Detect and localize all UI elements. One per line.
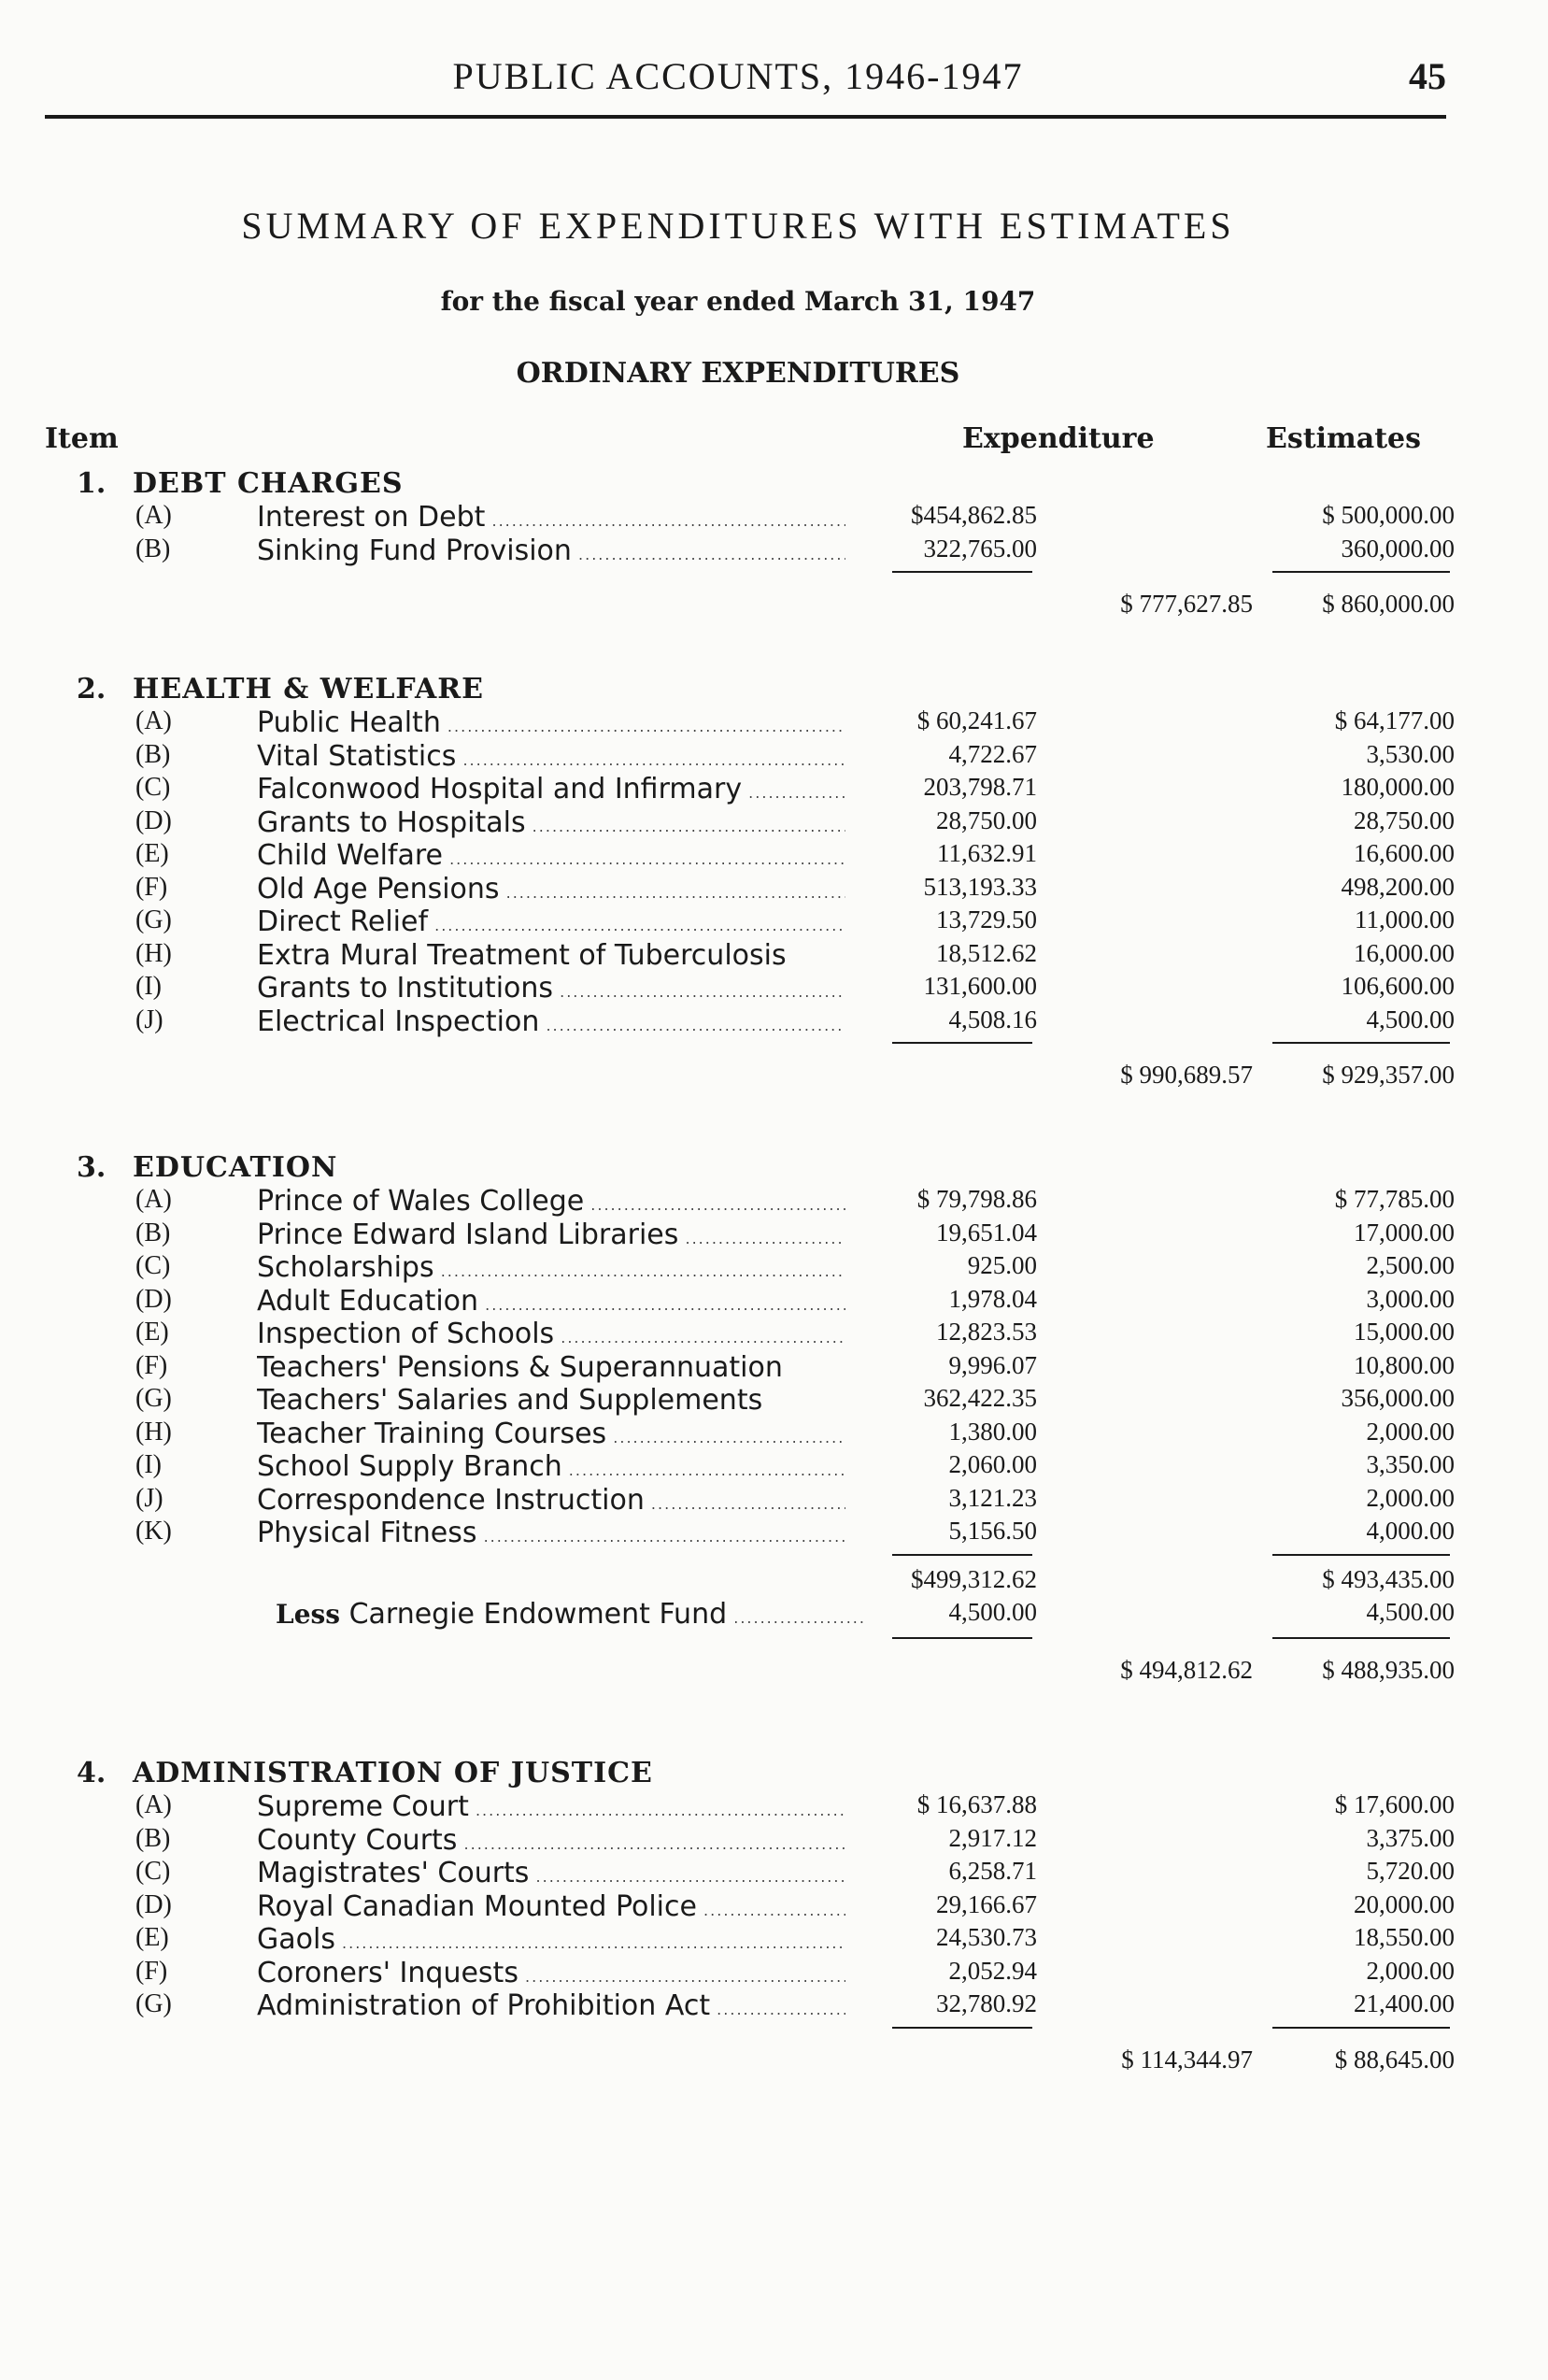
table-row — [0, 1418, 1548, 1450]
expenditure-value: 4,508.16 — [948, 1005, 1037, 1033]
row-letter: (A) — [135, 501, 172, 530]
estimate-value: 180,000.00 — [1341, 773, 1455, 801]
page-number: 45 — [1409, 55, 1446, 97]
table-row — [0, 1923, 1548, 1956]
table-row — [0, 1890, 1548, 1923]
row-label: Inspection of Schools ..... — [257, 1318, 845, 1350]
table-row — [0, 1219, 1548, 1251]
estimate-value: 15,000.00 — [1354, 1318, 1455, 1346]
row-letter: (B) — [135, 739, 171, 769]
row-label: Interest on Debt ..... — [257, 501, 845, 534]
expenditure-value: 1,380.00 — [948, 1417, 1037, 1446]
column-rule — [892, 1042, 1032, 1044]
expenditure-value: 2,052.94 — [948, 1956, 1037, 1985]
expenditure-value: 28,750.00 — [936, 805, 1037, 834]
estimate-value: 498,200.00 — [1341, 872, 1455, 901]
row-label: Grants to Hospitals ..... — [257, 806, 845, 839]
row-letter: (A) — [135, 1790, 172, 1819]
group-total-estimate: $ 929,357.00 — [1322, 1061, 1455, 1089]
row-letter: (B) — [135, 1823, 171, 1853]
subtitle: for the fiscal year ended March 31, 1947 — [440, 286, 1036, 317]
column-header-estimates: Estimates — [1266, 422, 1422, 455]
row-label: Public Health ..... — [257, 706, 845, 739]
estimate-value: 4,000.00 — [1366, 1517, 1455, 1545]
group-total-expenditure: $ 494,812.62 — [1120, 1655, 1253, 1684]
table-row — [0, 1285, 1548, 1318]
subtotal-expenditure: $499,312.62 — [911, 1564, 1037, 1593]
group-name: DEBT CHARGES — [133, 467, 404, 500]
estimate-value: 360,000.00 — [1341, 534, 1455, 563]
expenditure-value: 3,121.23 — [948, 1483, 1037, 1512]
row-label: Vital Statistics ..... — [257, 740, 845, 773]
row-letter: (B) — [135, 534, 171, 563]
group-total-expenditure: $ 777,627.85 — [1120, 590, 1253, 618]
group-name: HEALTH & WELFARE — [133, 673, 485, 705]
expenditure-value: 6,258.71 — [948, 1857, 1037, 1885]
row-letter: (C) — [135, 1857, 171, 1886]
column-header-expenditure: Expenditure — [962, 422, 1155, 455]
group-total-estimate: $ 488,935.00 — [1322, 1655, 1455, 1684]
row-label: Royal Canadian Mounted Police ..... — [257, 1890, 845, 1923]
group-number: 1. — [77, 467, 107, 500]
expenditure-value: 2,917.12 — [948, 1823, 1037, 1852]
table-row — [0, 839, 1548, 872]
estimate-value: $ 77,785.00 — [1334, 1185, 1455, 1213]
less-label — [276, 1598, 866, 1631]
table-row — [0, 1989, 1548, 2022]
row-label: Electrical Inspection ..... — [257, 1005, 845, 1038]
column-rule — [892, 2027, 1032, 2029]
estimate-value: 3,375.00 — [1366, 1823, 1455, 1852]
table-row — [0, 1957, 1548, 1989]
expenditure-value: 131,600.00 — [923, 972, 1037, 1000]
group-number: 3. — [77, 1151, 107, 1184]
expenditure-value: 362,422.35 — [923, 1384, 1037, 1412]
row-label: Physical Fitness ..... — [257, 1517, 845, 1549]
row-letter: (J) — [135, 1483, 163, 1513]
row-letter: (A) — [135, 706, 172, 735]
table-row — [0, 501, 1548, 534]
table-row — [0, 1384, 1548, 1417]
row-label: Adult Education ..... — [257, 1285, 845, 1318]
row-label: Teachers' Salaries and Supplements — [257, 1384, 763, 1417]
section-title: ORDINARY EXPENDITURES — [516, 357, 960, 390]
estimate-value: 21,400.00 — [1354, 1989, 1455, 2017]
group-total-row — [0, 1656, 1548, 1689]
row-letter: (D) — [135, 1284, 172, 1314]
table-row — [0, 1318, 1548, 1350]
estimate-value: 5,720.00 — [1366, 1857, 1455, 1885]
estimate-value: 3,530.00 — [1366, 739, 1455, 768]
table-row — [0, 972, 1548, 1005]
expenditure-value: $ 16,637.88 — [916, 1790, 1037, 1818]
row-letter: (G) — [135, 905, 172, 934]
estimate-value: 16,000.00 — [1354, 938, 1455, 967]
column-header-item: Item — [45, 422, 119, 455]
row-letter: (F) — [135, 1956, 168, 1986]
row-letter: (E) — [135, 1923, 169, 1952]
column-rule — [1272, 2027, 1450, 2029]
row-letter: (E) — [135, 1318, 169, 1347]
table-row — [0, 1857, 1548, 1889]
less-estimate: 4,500.00 — [1366, 1598, 1455, 1626]
row-label: County Courts ..... — [257, 1824, 845, 1857]
row-label: Child Welfare ..... — [257, 839, 845, 872]
group-total-estimate: $ 88,645.00 — [1334, 2045, 1455, 2074]
column-rule — [892, 571, 1032, 573]
estimate-value: 2,500.00 — [1366, 1251, 1455, 1279]
expenditure-value: 13,729.50 — [936, 905, 1037, 933]
row-letter: (C) — [135, 1251, 171, 1280]
row-label: Teachers' Pensions & Superannuation — [257, 1350, 783, 1384]
row-letter: (D) — [135, 805, 172, 835]
column-rule — [1272, 1042, 1450, 1044]
row-label: Administration of Prohibition Act ..... — [257, 1989, 845, 2022]
less-row — [0, 1598, 1548, 1631]
row-label: Old Age Pensions ..... — [257, 873, 845, 905]
table-row — [0, 534, 1548, 567]
page-title: SUMMARY OF EXPENDITURES WITH ESTIMATES — [241, 205, 1235, 247]
estimate-value: 106,600.00 — [1341, 972, 1455, 1000]
group-total-expenditure: $ 990,689.57 — [1120, 1061, 1253, 1089]
expenditure-value: $ 79,798.86 — [916, 1185, 1037, 1213]
expenditure-value: 1,978.04 — [948, 1284, 1037, 1313]
table-row — [0, 806, 1548, 839]
row-label: Direct Relief ..... — [257, 905, 845, 938]
table-row — [0, 773, 1548, 805]
group-total-expenditure: $ 114,344.97 — [1121, 2045, 1253, 2074]
table-row — [0, 873, 1548, 905]
expenditure-value: 12,823.53 — [936, 1318, 1037, 1346]
table-row — [0, 1185, 1548, 1218]
row-letter: (E) — [135, 839, 169, 868]
estimate-value: 11,000.00 — [1355, 905, 1455, 933]
expenditure-value: 18,512.62 — [936, 938, 1037, 967]
row-letter: (A) — [135, 1185, 172, 1214]
estimate-value: 3,000.00 — [1366, 1284, 1455, 1313]
expenditure-value: $ 60,241.67 — [916, 706, 1037, 734]
expenditure-value: 11,632.91 — [937, 839, 1037, 867]
row-letter: (D) — [135, 1889, 172, 1919]
table-row — [0, 1824, 1548, 1857]
row-label: Sinking Fund Provision ..... — [257, 534, 845, 567]
table-row — [0, 905, 1548, 938]
table-row — [0, 1351, 1548, 1384]
column-rule — [892, 1554, 1032, 1556]
row-letter: (F) — [135, 1350, 168, 1380]
table-row — [0, 1251, 1548, 1284]
row-letter: (I) — [135, 1450, 162, 1479]
table-row — [0, 1005, 1548, 1038]
group-number: 4. — [77, 1757, 107, 1789]
row-letter: (F) — [135, 872, 168, 902]
row-letter: (J) — [135, 1005, 163, 1034]
estimate-value: 2,000.00 — [1366, 1483, 1455, 1512]
estimate-value: 4,500.00 — [1366, 1005, 1455, 1033]
row-label: Gaols ..... — [257, 1923, 845, 1956]
estimate-value: $ 500,000.00 — [1322, 501, 1455, 529]
estimate-value: 17,000.00 — [1354, 1218, 1455, 1247]
estimate-value: 3,350.00 — [1366, 1450, 1455, 1478]
subtotal-row — [0, 1565, 1548, 1598]
group-total-row — [0, 2045, 1548, 2078]
row-letter: (K) — [135, 1517, 172, 1546]
expenditure-value: 32,780.92 — [936, 1989, 1037, 2017]
row-label: Prince of Wales College ..... — [257, 1185, 845, 1218]
expenditure-value: 9,996.07 — [948, 1350, 1037, 1379]
estimate-value: 28,750.00 — [1354, 805, 1455, 834]
subtotal-estimate: $ 493,435.00 — [1322, 1564, 1455, 1593]
estimate-value: 2,000.00 — [1366, 1956, 1455, 1985]
row-letter: (G) — [135, 1384, 172, 1413]
estimate-value: 2,000.00 — [1366, 1417, 1455, 1446]
expenditure-value: 513,193.33 — [923, 872, 1037, 901]
group-total-row — [0, 590, 1548, 622]
row-label: Grants to Institutions ..... — [257, 972, 845, 1005]
expenditure-value: 925.00 — [967, 1251, 1037, 1279]
expenditure-value: 203,798.71 — [923, 773, 1037, 801]
column-rule — [1272, 1554, 1450, 1556]
row-label: School Supply Branch ..... — [257, 1450, 845, 1483]
expenditure-value: $454,862.85 — [911, 501, 1037, 529]
table-row — [0, 1450, 1548, 1483]
row-letter: (C) — [135, 773, 171, 802]
row-letter: (H) — [135, 1417, 172, 1447]
estimate-value: $ 64,177.00 — [1334, 706, 1455, 734]
running-title: PUBLIC ACCOUNTS, 1946-1947 — [452, 55, 1024, 97]
expenditure-value: 322,765.00 — [923, 534, 1037, 563]
row-letter: (B) — [135, 1218, 171, 1247]
expenditure-value: 24,530.73 — [936, 1923, 1037, 1951]
row-label: Supreme Court ..... — [257, 1790, 845, 1823]
estimate-value: 18,550.00 — [1354, 1923, 1455, 1951]
row-label: Prince Edward Island Libraries ..... — [257, 1219, 845, 1251]
row-letter: (I) — [135, 972, 162, 1001]
table-row — [0, 1484, 1548, 1517]
row-label: Correspondence Instruction ..... — [257, 1484, 845, 1517]
group-name: EDUCATION — [133, 1151, 338, 1184]
expenditure-value: 5,156.50 — [948, 1517, 1037, 1545]
group-total-estimate: $ 860,000.00 — [1322, 590, 1455, 618]
estimate-value: $ 17,600.00 — [1334, 1790, 1455, 1818]
group-name: ADMINISTRATION OF JUSTICE — [133, 1757, 653, 1789]
row-label: Teacher Training Courses ..... — [257, 1418, 845, 1450]
less-expenditure: 4,500.00 — [948, 1598, 1037, 1626]
group-total-row — [0, 1061, 1548, 1093]
estimate-value: 20,000.00 — [1354, 1889, 1455, 1918]
estimate-value: 16,600.00 — [1354, 839, 1455, 867]
row-label: Extra Mural Treatment of Tuberculosis — [257, 938, 787, 972]
row-label: Scholarships ..... — [257, 1251, 845, 1284]
group-number: 2. — [77, 673, 107, 705]
expenditure-value: 19,651.04 — [936, 1218, 1037, 1247]
row-label: Magistrates' Courts ..... — [257, 1857, 845, 1889]
estimate-value: 10,800.00 — [1354, 1350, 1455, 1379]
expenditure-value: 4,722.67 — [948, 739, 1037, 768]
table-row — [0, 740, 1548, 773]
table-row — [0, 939, 1548, 972]
table-row — [0, 1517, 1548, 1549]
column-rule — [1272, 571, 1450, 573]
table-row — [0, 1790, 1548, 1823]
expenditure-value: 29,166.67 — [936, 1889, 1037, 1918]
column-rule — [892, 1637, 1032, 1639]
estimate-value: 356,000.00 — [1341, 1384, 1455, 1412]
expenditure-value: 2,060.00 — [948, 1450, 1037, 1478]
less-word: Less — [276, 1599, 341, 1630]
column-rule — [1272, 1637, 1450, 1639]
row-label: Coroners' Inquests ..... — [257, 1957, 845, 1989]
less-item-label: Carnegie Endowment Fund — [340, 1598, 728, 1631]
table-row — [0, 706, 1548, 739]
row-letter: (H) — [135, 938, 172, 968]
row-label: Falconwood Hospital and Infirmary ..... — [257, 773, 845, 805]
row-letter: (G) — [135, 1989, 172, 2018]
